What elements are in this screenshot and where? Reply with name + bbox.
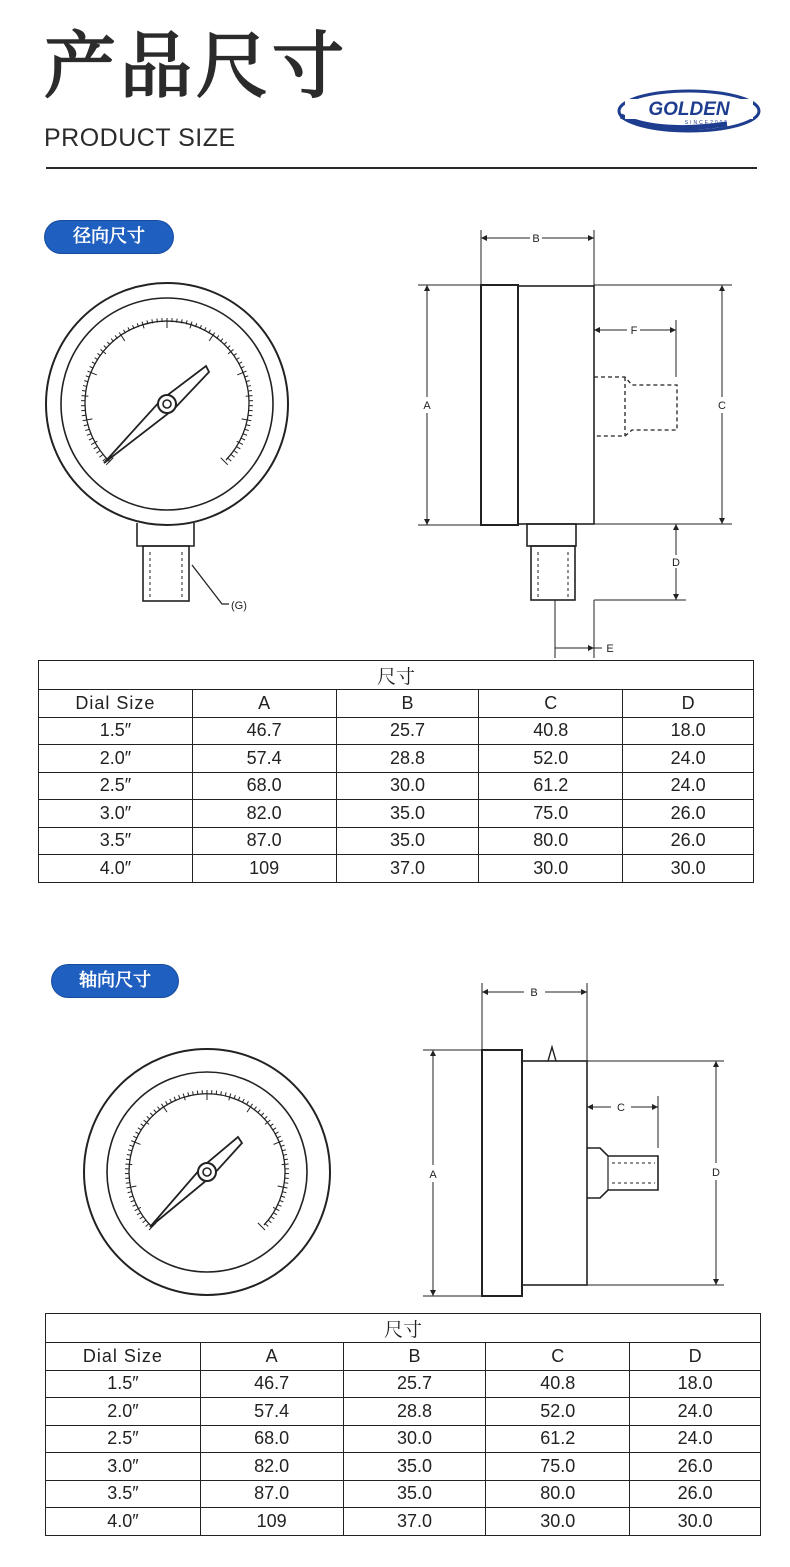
table-cell: 75.0 <box>479 800 623 828</box>
table-cell: 80.0 <box>486 1480 630 1508</box>
table-cell: 24.0 <box>630 1425 761 1453</box>
dial-tick <box>88 371 97 375</box>
table-caption: 尺寸 <box>46 1314 761 1343</box>
column-header: Dial Size <box>46 1343 201 1371</box>
table-row <box>46 1508 761 1536</box>
table-cell: 40.8 <box>479 717 623 745</box>
dim-label-c: C <box>617 1102 625 1114</box>
dim-label-b: B <box>532 233 540 245</box>
section-label-axial: 轴向尺寸 <box>52 965 178 997</box>
dial-tick <box>231 455 234 457</box>
radial-dimension-table <box>38 660 754 883</box>
table-cell: 2.5″ <box>46 1425 201 1453</box>
table-cell: 30.0 <box>343 1425 486 1453</box>
brand-logo <box>617 88 762 134</box>
table-cell: 30.0 <box>623 855 754 883</box>
column-header: B <box>336 690 479 718</box>
dial-tick <box>274 1141 283 1145</box>
column-header: D <box>630 1343 761 1371</box>
table-caption: 尺寸 <box>39 661 754 690</box>
dial-tick <box>278 1186 288 1188</box>
dial-tick <box>84 425 88 426</box>
dial-tick <box>237 371 246 375</box>
table-cell: 52.0 <box>479 745 623 773</box>
table-cell: 35.0 <box>336 800 479 828</box>
table-row <box>46 1480 761 1508</box>
table-header-row <box>46 1343 761 1371</box>
dim-label-f: F <box>630 325 638 337</box>
logo-wordmark: GOLDEN <box>648 99 730 120</box>
dial-tick <box>127 1186 137 1188</box>
table-cell: 35.0 <box>336 827 479 855</box>
table-row <box>39 717 754 745</box>
table-cell: 26.0 <box>630 1453 761 1481</box>
table-cell: 30.0 <box>336 772 479 800</box>
table-cell: 57.4 <box>192 745 336 773</box>
axial-dimension-table <box>45 1313 761 1536</box>
table-cell: 26.0 <box>623 827 754 855</box>
table-cell: 82.0 <box>192 800 336 828</box>
table-cell: 1.5″ <box>39 717 193 745</box>
table-row <box>46 1370 761 1398</box>
table-cell: 46.7 <box>192 717 336 745</box>
table-cell: 4.0″ <box>39 855 193 883</box>
table-cell: 109 <box>200 1508 343 1536</box>
column-header: D <box>623 690 754 718</box>
page-subtitle: PRODUCT SIZE <box>44 124 236 152</box>
dial-tick <box>143 1220 146 1222</box>
dim-label-e: E <box>606 643 614 655</box>
dial-tick <box>99 455 102 457</box>
table-cell: 26.0 <box>630 1480 761 1508</box>
table-cell: 2.0″ <box>39 745 193 773</box>
dial-tick <box>265 1224 268 1227</box>
dial-tick <box>271 1217 274 1219</box>
logo-tagline: SINCE2005 <box>684 120 730 126</box>
dial-tick <box>243 434 247 435</box>
table-row <box>46 1453 761 1481</box>
table-cell: 25.7 <box>343 1370 486 1398</box>
table-cell: 87.0 <box>200 1480 343 1508</box>
dial-tick <box>245 429 249 430</box>
dial-tick <box>94 447 97 449</box>
dial-tick <box>228 458 231 461</box>
dial-tick <box>258 1223 265 1230</box>
column-header: B <box>343 1343 486 1371</box>
header-divider <box>46 167 757 169</box>
radial-gauge-drawing <box>0 215 790 660</box>
table-header-row <box>39 690 754 718</box>
column-header: C <box>486 1343 630 1371</box>
table-cell: 46.7 <box>200 1370 343 1398</box>
table-cell: 24.0 <box>623 745 754 773</box>
table-cell: 3.0″ <box>39 800 193 828</box>
table-cell: 37.0 <box>343 1508 486 1536</box>
column-header: Dial Size <box>39 690 193 718</box>
dial-tick <box>83 419 93 421</box>
table-cell: 2.5″ <box>39 772 193 800</box>
table-cell: 40.8 <box>486 1370 630 1398</box>
page-title: 产品尺寸 <box>44 24 349 108</box>
dial-tick <box>146 1224 149 1227</box>
dial-tick <box>131 1141 140 1145</box>
table-cell: 68.0 <box>200 1425 343 1453</box>
table-row <box>39 855 754 883</box>
table-row <box>39 827 754 855</box>
dim-label-a: A <box>429 1169 437 1181</box>
table-cell: 82.0 <box>200 1453 343 1481</box>
table-cell: 87.0 <box>192 827 336 855</box>
table-row <box>46 1398 761 1426</box>
table-row <box>39 745 754 773</box>
column-header: A <box>200 1343 343 1371</box>
table-cell: 30.0 <box>479 855 623 883</box>
dial-tick <box>85 429 89 430</box>
table-cell: 37.0 <box>336 855 479 883</box>
table-cell: 4.0″ <box>46 1508 201 1536</box>
dial-tick <box>241 438 245 440</box>
table-cell: 2.0″ <box>46 1398 201 1426</box>
dial-tick <box>242 419 252 421</box>
table-cell: 3.5″ <box>39 827 193 855</box>
table-cell: 68.0 <box>192 772 336 800</box>
table-cell: 61.2 <box>479 772 623 800</box>
table-cell: 24.0 <box>630 1398 761 1426</box>
table-cell: 1.5″ <box>46 1370 201 1398</box>
table-cell: 35.0 <box>343 1453 486 1481</box>
table-cell: 61.2 <box>486 1425 630 1453</box>
table-cell: 30.0 <box>486 1508 630 1536</box>
column-header: A <box>192 690 336 718</box>
table-cell: 57.4 <box>200 1398 343 1426</box>
table-cell: 28.8 <box>336 745 479 773</box>
table-cell: 35.0 <box>343 1480 486 1508</box>
table-cell: 52.0 <box>486 1398 630 1426</box>
dim-label-d: D <box>672 557 680 569</box>
dim-label-a: A <box>423 400 431 412</box>
table-cell: 28.8 <box>343 1398 486 1426</box>
table-row <box>39 772 754 800</box>
table-cell: 109 <box>192 855 336 883</box>
dial-tick <box>234 451 237 453</box>
column-header: C <box>479 690 623 718</box>
dial-tick <box>248 415 252 416</box>
dial-tick <box>96 451 99 453</box>
table-row <box>39 800 754 828</box>
dial-tick <box>89 438 93 440</box>
dial-tick <box>268 1220 271 1222</box>
dial-tick <box>82 415 86 416</box>
table-cell: 25.7 <box>336 717 479 745</box>
table-cell: 18.0 <box>623 717 754 745</box>
table-cell: 24.0 <box>623 772 754 800</box>
table-cell: 18.0 <box>630 1370 761 1398</box>
dial-tick <box>246 425 250 426</box>
section-label-radial: 径向尺寸 <box>45 221 173 253</box>
table-cell: 75.0 <box>486 1453 630 1481</box>
dim-label-b: B <box>530 987 538 999</box>
table-cell: 3.0″ <box>46 1453 201 1481</box>
table-cell: 26.0 <box>623 800 754 828</box>
dial-tick <box>87 434 91 435</box>
table-cell: 30.0 <box>630 1508 761 1536</box>
dim-label-c: C <box>718 400 726 412</box>
dim-label-d: D <box>712 1167 720 1179</box>
table-cell: 3.5″ <box>46 1480 201 1508</box>
table-cell: 80.0 <box>479 827 623 855</box>
dial-tick <box>140 1217 143 1219</box>
table-row <box>46 1425 761 1453</box>
dim-label-g: (G) <box>231 600 247 612</box>
axial-gauge-drawing <box>0 975 790 1310</box>
dial-tick <box>237 447 240 449</box>
